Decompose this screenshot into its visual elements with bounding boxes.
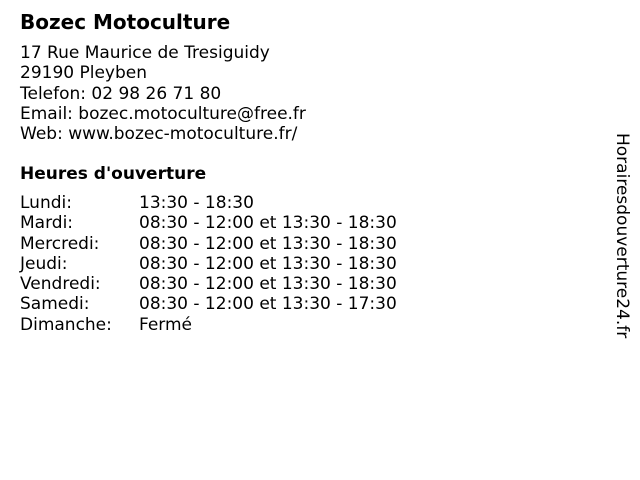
- day-hours: 08:30 - 12:00 et 13:30 - 18:30: [139, 253, 397, 274]
- day-label: Samedi:: [20, 294, 90, 315]
- hours-row-wednesday: [20, 234, 440, 254]
- hours-row-monday: [20, 193, 440, 213]
- contact-block: [20, 43, 306, 144]
- hours-row-saturday: [20, 294, 440, 314]
- day-hours: Fermé: [139, 314, 193, 335]
- day-label: Mercredi:: [20, 233, 100, 254]
- hours-row-friday: [20, 274, 440, 294]
- business-name: Bozec Motoculture: [20, 10, 231, 34]
- hours-row-sunday: [20, 315, 440, 335]
- day-hours: 08:30 - 12:00 et 13:30 - 18:30: [139, 213, 397, 234]
- opening-hours-heading: Heures d'ouverture: [20, 164, 207, 184]
- postal-city: 29190 Pleyben: [20, 63, 148, 84]
- email-address: Email: bozec.motoculture@free.fr: [20, 103, 306, 124]
- day-hours: 13:30 - 18:30: [139, 193, 254, 213]
- day-label: Lundi:: [20, 193, 72, 213]
- day-label: Vendredi:: [20, 274, 101, 295]
- day-hours: 08:30 - 12:00 et 13:30 - 18:30: [139, 274, 397, 295]
- day-hours: 08:30 - 12:00 et 13:30 - 18:30: [139, 233, 397, 254]
- site-watermark: Horairesdouverture24.fr: [612, 133, 632, 339]
- phone-number: Telefon: 02 98 26 71 80: [20, 83, 222, 104]
- day-hours: 08:30 - 12:00 et 13:30 - 17:30: [139, 294, 397, 315]
- day-label: Dimanche:: [20, 314, 112, 335]
- street-address: 17 Rue Maurice de Tresiguidy: [20, 43, 270, 63]
- website: Web: www.bozec-motoculture.fr/: [20, 124, 298, 145]
- day-label: Mardi:: [20, 213, 74, 234]
- day-label: Jeudi:: [20, 253, 68, 274]
- hours-row-thursday: [20, 254, 440, 274]
- opening-hours-list: [20, 193, 440, 335]
- hours-row-tuesday: [20, 213, 440, 233]
